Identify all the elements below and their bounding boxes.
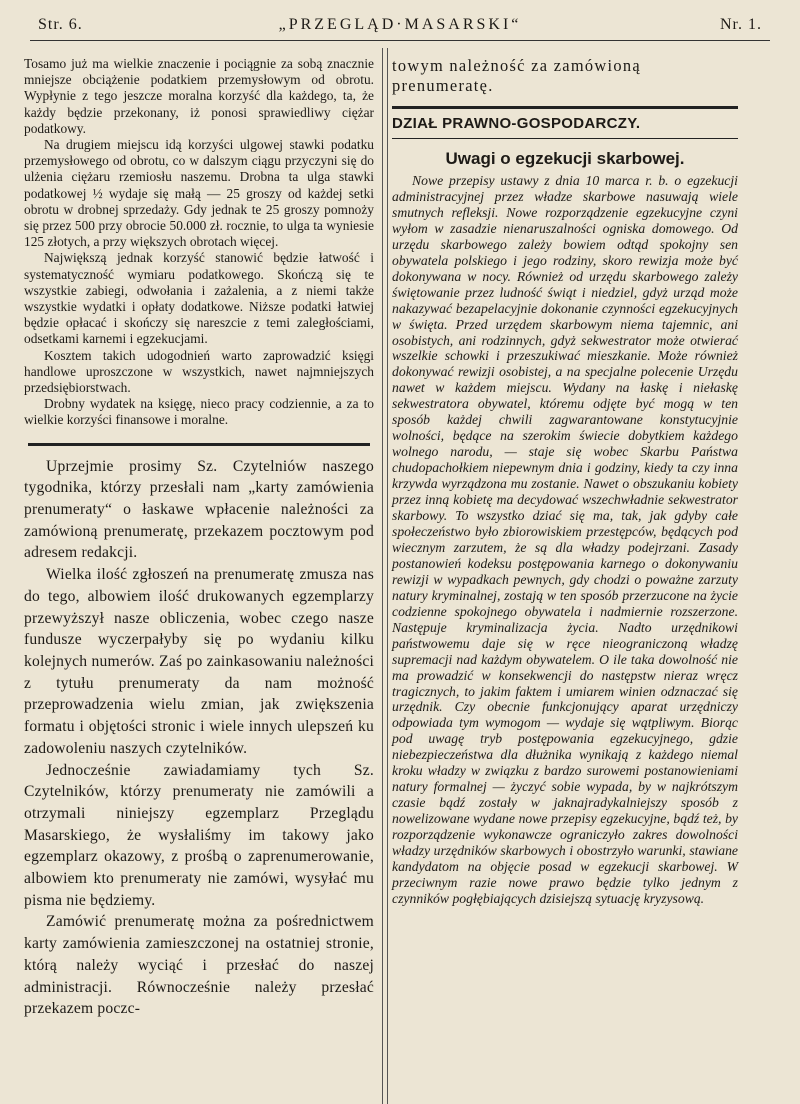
notice-continuation: towym należność za zamówioną prenumeratę. — [392, 56, 641, 95]
page-number: Str. 6. — [38, 16, 83, 33]
column-divider-second — [387, 48, 388, 1104]
section-heading: DZIAŁ PRAWNO-GOSPODARCZY. — [392, 115, 641, 132]
article-title: Uwagi o egzekucji skarbowej. — [445, 149, 685, 168]
left-paragraph-1: Tosamo już ma wielkie znaczenie i pociągnie za sobą znacznie mniejsze obciążenie podatkiem przemysłowym od obrotu. Wypłynie z tego jeszcze moralna korzyść dla każdego, ta, że każdy będzie przekonany, iż ponosi sprawiedliwy ciężar podatkowy. — [24, 56, 374, 136]
issue-number: Nr. 1. — [720, 16, 762, 33]
notice-paragraph-4: Zamówić prenumeratę można za pośrednictwem karty zamówienia zamieszczonej na ostatniej stronie, którą należy wyciąć i przesłać do naszej administracji. Równocześnie należy przesłać przekazem poczc- — [24, 913, 374, 1018]
page-header — [38, 8, 762, 48]
notice-paragraph-3: Jednocześnie zawiadamiamy tych Sz. Czytelników, którzy prenumeraty nie zamówili a otrzymali niniejszy egzemplarz Przeglądu Masarskiego, że wysłaliśmy im takowy jako egzemplarz okazowy, z prośbą o zaprenumerowanie, albowiem kto prenumeraty nie zamówi, wysyłać mu pisma nie będziemy. — [24, 761, 374, 909]
left-column — [24, 56, 374, 1020]
section-rule-thick — [28, 443, 370, 446]
right-column — [392, 56, 738, 907]
column-divider — [382, 48, 383, 1104]
section-rule — [392, 106, 738, 109]
left-paragraph-2: Na drugiem miejscu idą korzyści ulgowej stawki podatku przemysłowego od obrotu, co w dalszym ciągu przyczyni się do ulżenia ciężaru rzemiosłu naszemu. Drobna ta ulga stawki podatkowej ½ wydaje się małą — 25 groszy od każdej setki obrotu w drobnej sprzedaży. Gdy jednak te 25 groszy pomnoży się przez 500 przy obrocie 50.000 zł. rocznie, to ulga ta wyniesie 125 złotych, a przy większych obrotach więcej. — [24, 137, 374, 250]
notice-paragraph-1: Uprzejmie prosimy Sz. Czytelniów naszego tygodnika, którzy przesłali nam „karty zamówienia prenumeraty“ o łaskawe wpłacenie należności za zamówioną prenumeratę, przekazem pocztowym pod adresem redakcji. — [24, 457, 374, 562]
left-paragraph-3: Największą jednak korzyść stanowić będzie łatwość i systematyczność wymiaru podatkowego. Skończą się te wszystkie zabiegi, odwołania i zażalenia, a z niemi także wszystkie wydatki i opłaty dodatkowe. Niższe podatki łatwiej będzie opłacać i skończy się nareszcie z temi zaległościami, odsetkami karnemi i egzekucjami. — [24, 250, 374, 347]
section-rule-thin — [392, 138, 738, 139]
notice-paragraph-2: Wielka ilość zgłoszeń na prenumeratę zmusza nas do tego, albowiem ilość drukowanych egzemplarzy przewyższył nasze obliczenia, wobec czego nasze fundusze wyczerpałyby się po wydaniu kilku kolejnych numerów. Zaś po zainkasowaniu należności z tytułu prenumeraty da nam możność przeprowadzenia wielu zmian, jak zwiększenia formatu i objętości stronic i wiele innych ulepszeń ku zadowoleniu naszych czytelników. — [24, 566, 374, 757]
masthead-title: „PRZEGLĄD·MASARSKI“ — [278, 16, 522, 33]
left-paragraph-5: Drobny wydatek na księgę, nieco pracy codziennie, a za to wielkie korzyści finansowe i moralne. — [24, 396, 374, 428]
article-body: Nowe przepisy ustawy z dnia 10 marca r. b. o egzekucji administracyjnej przez władze skarbowe nasuwają wiele smutnych refleksji. Nowe rozporządzenie egzekucyjne czyni wyłom w zasadzie nienaruszalności ogniska domowego. Od urzędu skarbowego zależy bowiem odtąd spokojny sen obywatela polskiego i jego rodziny, skoro rewizja może być dokonywana w nocy. Również od urzędu skarbowego zależy świętowanie przez ludność świąt i niedziel, gdyż urząd może nakazywać bezapelacyjnie dokonanie czynności egzekucyjnych w święta. Przed urzędem skarbowym niema tajemnic, ani osobistych, ani rodzinnych, gdyż sekwestrator może otwierać wszelkie schowki i przeszukiwać mieszkanie. Może również dokonywać rewizji osobistej, a na specjalne polecenie Urzędu nawet w każdem miejscu. Wydany na łaskę i niełaskę sekwestratora obywatel, któremu odjęte być mogą w ten sposób każdej chwili zagwarantowane konstytucyjnie wolności, będące na szerokim świecie dobytkiem każdego wolnego narodu, — staje się wobec Skarbu Państwa chudopachołkiem niepewnym dnia i godziny, kiedy ta czy inna krzywda wyrządzona mu zostanie. Nawet o obszukaniu kobiety przez inną kobietę ma decydować wszechwładnie sekwestrator skarbowy. To wszystko dziać się ma, tak, jak gdyby całe społeczeństwo było zbiorowiskiem przestępców, będących pod wiecznym zarzutem, że są dla władzy podejrzani. Zasady postanowień kodeksu postępowania karnego o dokonywaniu rewizji w wypadkach pewnych, gdy chodzi o poważne zarzuty natury kryminalnej, zostają w ten sposób przerzucone na życie codzienne spokojnego obywatela i nadmiernie rozszerzone. Następuje kryminalizacja życia. Nadto urzędnikowi państwowemu daje się w ręce nieograniczoną władzę supremacji nad każdym obywatelem. O ile taka dowolność nie ma prowadzić w konsekwencji do następstw nieraz wręcz tragicznych, to jakim faktem i umiarem winien odznaczać się urzędnik. Czy obecnie funkcjonujący aparat urzędniczy odpowiada tym wymogom — wydaje się wątpliwym. Biorąc pod uwagę tryb postępowania egzekucyjnego, gdzie niebezpieczeństwa dla dłużnika wynikają z każdego niemal kroku władzy w związku z bardzo surowemi postanowieniami natury formalnej — życzyć sobie wypada, by w najkrótszym czasie bądź zostały w jaknajradykalniejszy sposób z nowelizowane wydane nowe przepisy egzekucyjne, bądź też, by rozporządzenie wykonawcze ograniczyło zakres dowolności władzy urzędników skarbowych i obostrzyło warunki, stawiane kandydatom na objęcie posad w egzekucji skarbowej. W przeciwnym razie nowe prawo będzie tylko jednym z czynników pogłębiających dzisiejszą sytuację kryzysową. — [392, 173, 738, 906]
left-paragraph-4: Kosztem takich udogodnień warto zaprowadzić księgi handlowe uproszczone w wszystkich, nawet najmniejszych przedsiębiorstwach. — [24, 347, 374, 396]
header-rule — [30, 40, 770, 41]
